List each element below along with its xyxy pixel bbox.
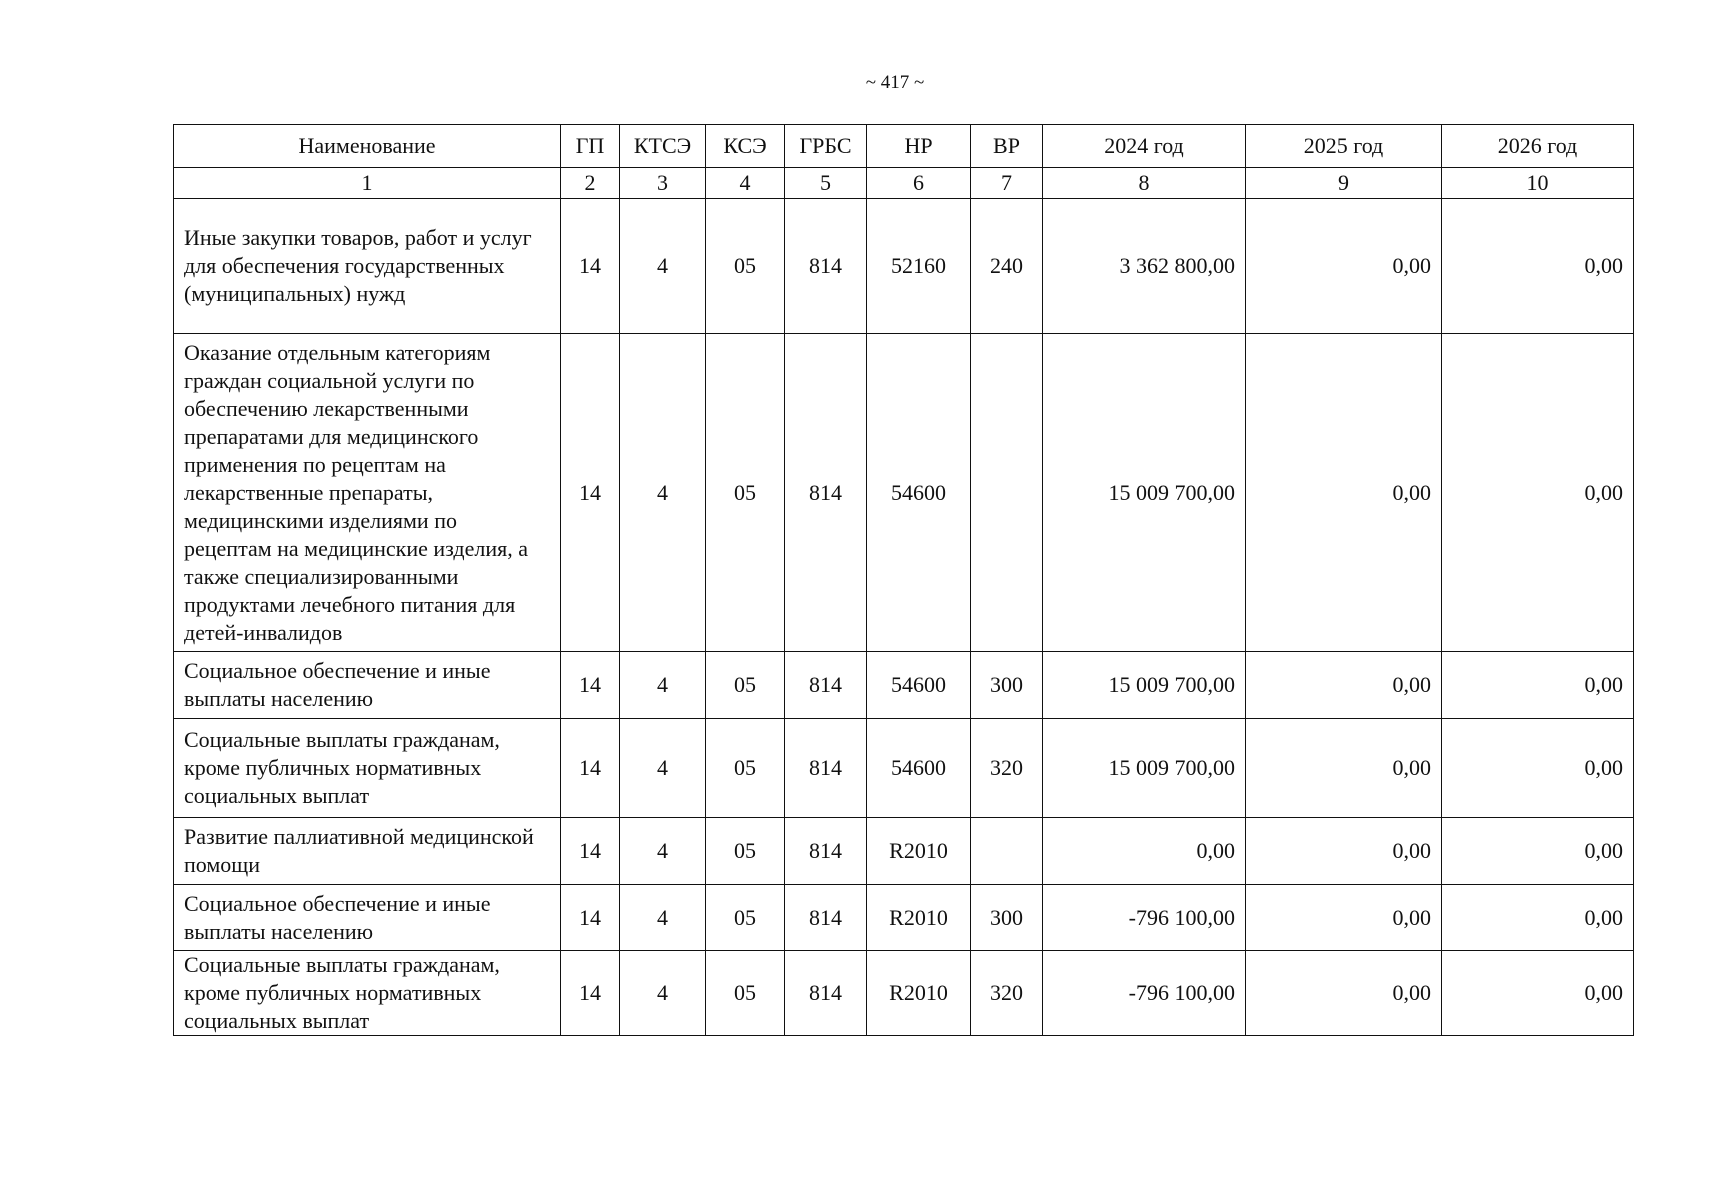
row-vr: 320 [971,719,1043,818]
row-name: Развитие паллиативной медицинской помощи [174,818,561,885]
row-vr: 300 [971,885,1043,951]
row-grbs: 814 [785,652,867,719]
header-2025: 2025 год [1246,125,1442,168]
column-number: 3 [620,168,706,199]
row-ktse: 4 [620,818,706,885]
row-grbs: 814 [785,199,867,334]
row-2024: -796 100,00 [1043,951,1246,1036]
row-ktse: 4 [620,199,706,334]
row-nr: R2010 [867,818,971,885]
header-2024: 2024 год [1043,125,1246,168]
row-nr: R2010 [867,885,971,951]
row-2024: 15 009 700,00 [1043,652,1246,719]
row-gp: 14 [561,334,620,652]
header-kse: КСЭ [706,125,785,168]
row-2024: 15 009 700,00 [1043,334,1246,652]
header-ktse: КТСЭ [620,125,706,168]
row-2026: 0,00 [1442,885,1634,951]
row-2026: 0,00 [1442,951,1634,1036]
row-gp: 14 [561,719,620,818]
row-2025: 0,00 [1246,719,1442,818]
row-2026: 0,00 [1442,818,1634,885]
header-name: Наименование [174,125,561,168]
row-nr: 54600 [867,334,971,652]
row-kse: 05 [706,719,785,818]
row-ktse: 4 [620,885,706,951]
row-name: Социальное обеспечение и иные выплаты населению [174,652,561,719]
row-2024: 15 009 700,00 [1043,719,1246,818]
column-number: 1 [174,168,561,199]
page-number: ~ 417 ~ [865,72,925,93]
row-grbs: 814 [785,951,867,1036]
table-row [174,199,1634,334]
column-number-row [174,168,1634,199]
row-2026: 0,00 [1442,334,1634,652]
row-ktse: 4 [620,719,706,818]
row-ktse: 4 [620,652,706,719]
row-2025: 0,00 [1246,652,1442,719]
table-row [174,334,1634,652]
row-kse: 05 [706,951,785,1036]
header-row [174,125,1634,168]
row-2024: 3 362 800,00 [1043,199,1246,334]
row-gp: 14 [561,818,620,885]
row-name: Социальные выплаты гражданам, кроме публичных нормативных социальных выплат [174,951,561,1036]
column-number: 4 [706,168,785,199]
row-name: Иные закупки товаров, работ и услуг для обеспечения государственных (муниципальных) нужд [174,199,561,334]
column-number: 10 [1442,168,1634,199]
row-2025: 0,00 [1246,885,1442,951]
row-grbs: 814 [785,719,867,818]
row-ktse: 4 [620,951,706,1036]
row-kse: 05 [706,334,785,652]
row-vr: 240 [971,199,1043,334]
header-2026: 2026 год [1442,125,1634,168]
column-number: 5 [785,168,867,199]
header-vr: ВР [971,125,1043,168]
row-2024: -796 100,00 [1043,885,1246,951]
column-number: 6 [867,168,971,199]
row-vr [971,818,1043,885]
row-2026: 0,00 [1442,199,1634,334]
row-vr: 300 [971,652,1043,719]
row-grbs: 814 [785,818,867,885]
table-row [174,951,1634,1036]
column-number: 7 [971,168,1043,199]
header-nr: НР [867,125,971,168]
column-number: 8 [1043,168,1246,199]
row-gp: 14 [561,885,620,951]
row-kse: 05 [706,885,785,951]
header-gp: ГП [561,125,620,168]
row-kse: 05 [706,818,785,885]
table-row [174,719,1634,818]
row-2025: 0,00 [1246,199,1442,334]
row-2025: 0,00 [1246,334,1442,652]
row-2025: 0,00 [1246,951,1442,1036]
row-vr: 320 [971,951,1043,1036]
row-gp: 14 [561,951,620,1036]
row-gp: 14 [561,199,620,334]
row-vr [971,334,1043,652]
row-name: Социальные выплаты гражданам, кроме публичных нормативных социальных выплат [174,719,561,818]
row-kse: 05 [706,199,785,334]
row-nr: 54600 [867,652,971,719]
row-name: Оказание отдельным категориям граждан социальной услуги по обеспечению лекарственными препаратами для медицинского применения по рецептам на лекарственные препараты, медицинскими изделиями по рецептам на медицинские изделия, а также специализированными продуктами лечебного питания для детей-инвалидов [174,334,561,652]
column-number: 2 [561,168,620,199]
table-row [174,652,1634,719]
row-2026: 0,00 [1442,719,1634,818]
row-2024: 0,00 [1043,818,1246,885]
row-ktse: 4 [620,334,706,652]
row-grbs: 814 [785,885,867,951]
row-kse: 05 [706,652,785,719]
header-grbs: ГРБС [785,125,867,168]
row-name: Социальное обеспечение и иные выплаты населению [174,885,561,951]
row-nr: R2010 [867,951,971,1036]
row-gp: 14 [561,652,620,719]
row-2026: 0,00 [1442,652,1634,719]
row-2025: 0,00 [1246,818,1442,885]
budget-table [173,124,1634,1036]
row-nr: 54600 [867,719,971,818]
row-nr: 52160 [867,199,971,334]
table-row [174,818,1634,885]
row-grbs: 814 [785,334,867,652]
column-number: 9 [1246,168,1442,199]
table-row [174,885,1634,951]
